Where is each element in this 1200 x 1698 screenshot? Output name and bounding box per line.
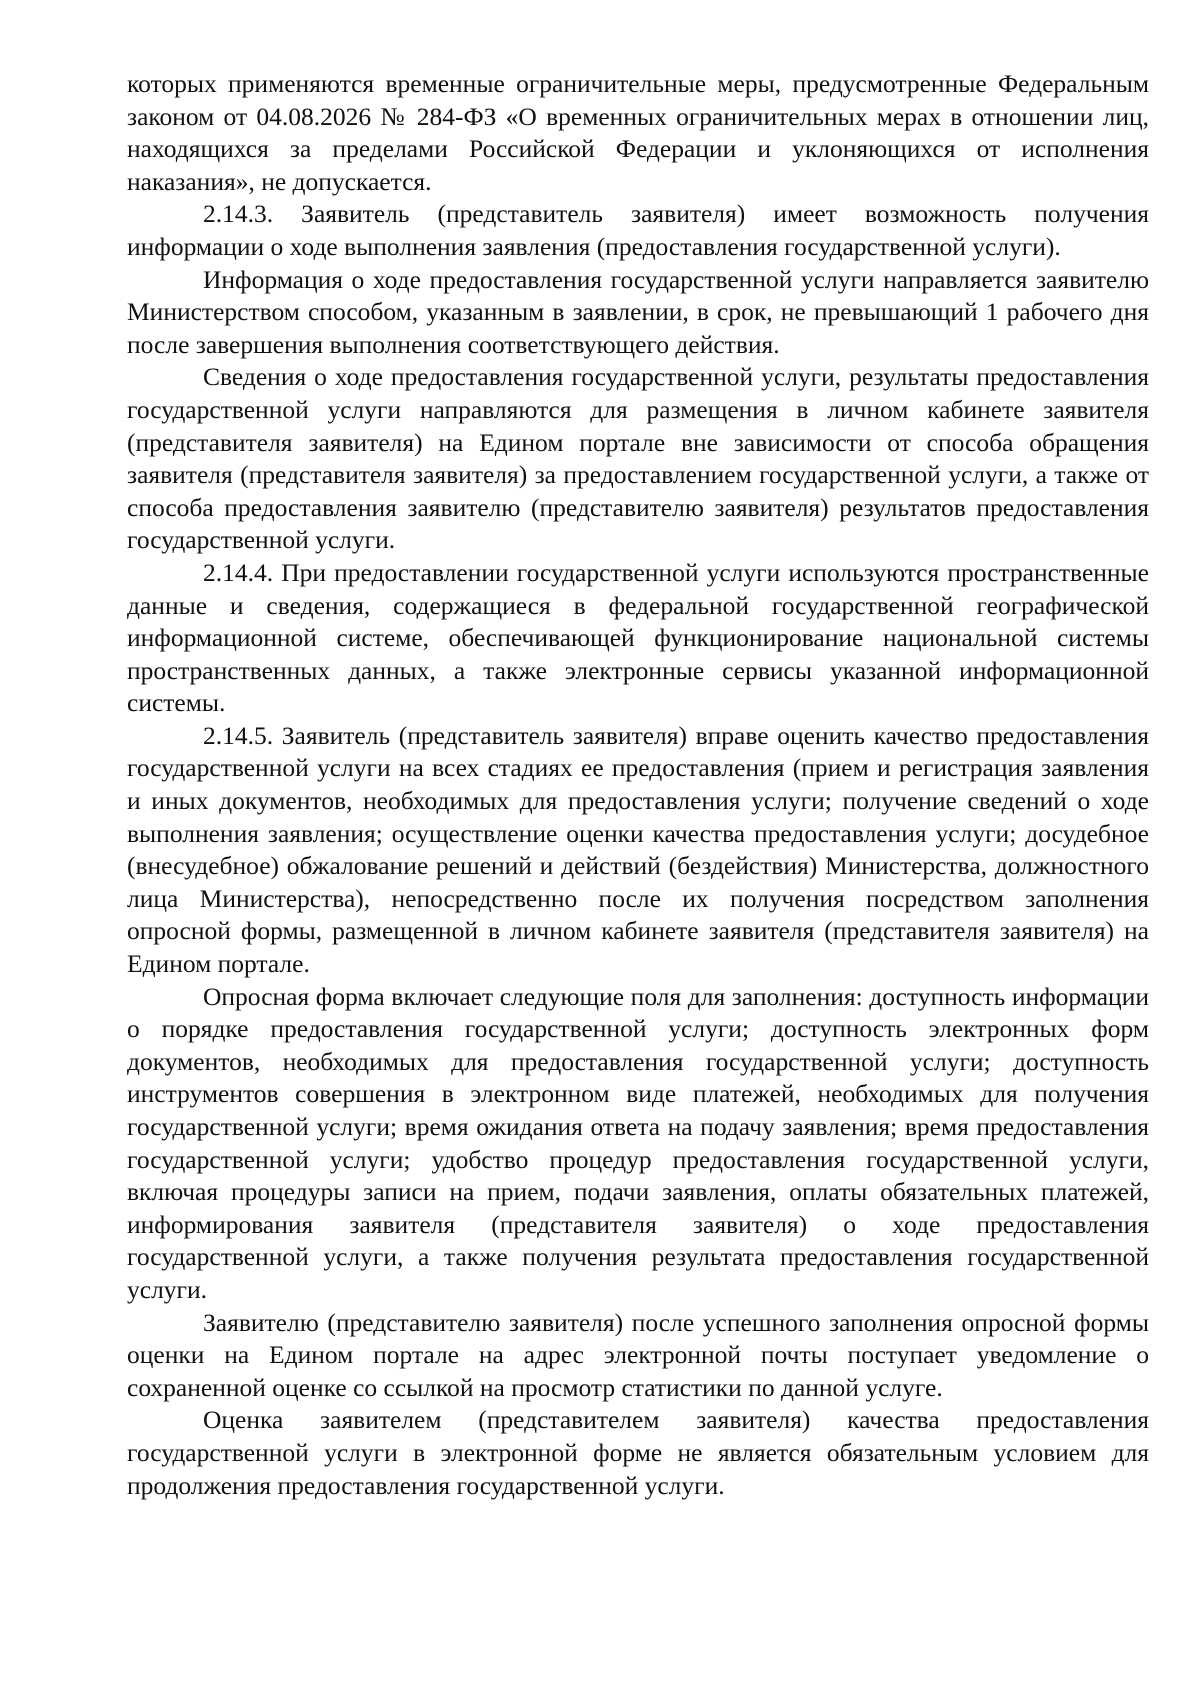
paragraph-2-14-3: 2.14.3. Заявитель (представитель заявителя) имеет возможность получения информации о ходе выполнения заявления (предоставления государственной услуги). bbox=[127, 199, 1149, 261]
paragraph-progress-details: Сведения о ходе предоставления государственной услуги, результаты предоставления государственной услуги направляются для размещения в личном кабинете заявителя (представителя заявителя) на Едином портале вне зависимости от способа обращения заявителя (представителя заявителя) за предоставлением государственной услуги, а также от способа предоставления заявителю (представителю заявителя) результатов предоставления государственной услуги. bbox=[127, 362, 1149, 555]
paragraph-notification: Заявителю (представителю заявителя) после успешного заполнения опросной формы оценки на Едином портале на адрес электронной почты поступает уведомление о сохраненной оценке со ссылкой на просмотр статистики по данной услуге. bbox=[127, 1307, 1149, 1402]
paragraph-survey-form: Опросная форма включает следующие поля для заполнения: доступность информации о порядке предоставления государственной услуги; доступность электронных форм документов, необходимых для предоставления государственной услуги; доступность инструментов совершения в электронном виде платежей, необходимых для получения государственной услуги; время ожидания ответа на подачу заявления; время предоставления государственной услуги; удобство процедур предоставления государственной услуги, включая процедуры записи на прием, подачи заявления, оплаты обязательных платежей, информирования заявителя (представителя заявителя) о ходе предоставления государственной услуги, а также получения результата предоставления государственной услуги. bbox=[127, 981, 1149, 1304]
paragraph-continuation: которых применяются временные ограничительные меры, предусмотренные Федеральным законом от 04.08.2026 № 284-ФЗ «О временных ограничительных мерах в отношении лиц, находящихся за пределами Российской Федерации и уклоняющихся от исполнения наказания», не допускается. bbox=[127, 69, 1149, 196]
paragraph-progress-info: Информация о ходе предоставления государственной услуги направляется заявителю Министерством способом, указанным в заявлении, в срок, не превышающий 1 рабочего дня после завершения выполнения соответствующего действия. bbox=[127, 264, 1149, 359]
paragraph-2-14-4: 2.14.4. При предоставлении государственной услуги используются пространственные данные и сведения, содержащиеся в федеральной государственной географической информационной системе, обеспечивающей функционирование национальной системы пространственных данных, а также электронные сервисы указанной информационной системы. bbox=[127, 557, 1149, 718]
document-page bbox=[127, 68, 1149, 1502]
paragraph-optional-evaluation: Оценка заявителем (представителем заявителя) качества предоставления государственной услуги в электронной форме не является обязательным условием для продолжения предоставления государственной услуги. bbox=[127, 1405, 1149, 1500]
paragraph-2-14-5: 2.14.5. Заявитель (представитель заявителя) вправе оценить качество предоставления государственной услуги на всех стадиях ее предоставления (прием и регистрация заявления и иных документов, необходимых для предоставления услуги; получение сведений о ходе выполнения заявления; осуществление оценки качества предоставления услуги; досудебное (внесудебное) обжалование решений и действий (бездействия) Министерства, должностного лица Министерства), непосредственно после их получения посредством заполнения опросной формы, размещенной в личном кабинете заявителя (представителя заявителя) на Едином портале. bbox=[127, 720, 1149, 979]
